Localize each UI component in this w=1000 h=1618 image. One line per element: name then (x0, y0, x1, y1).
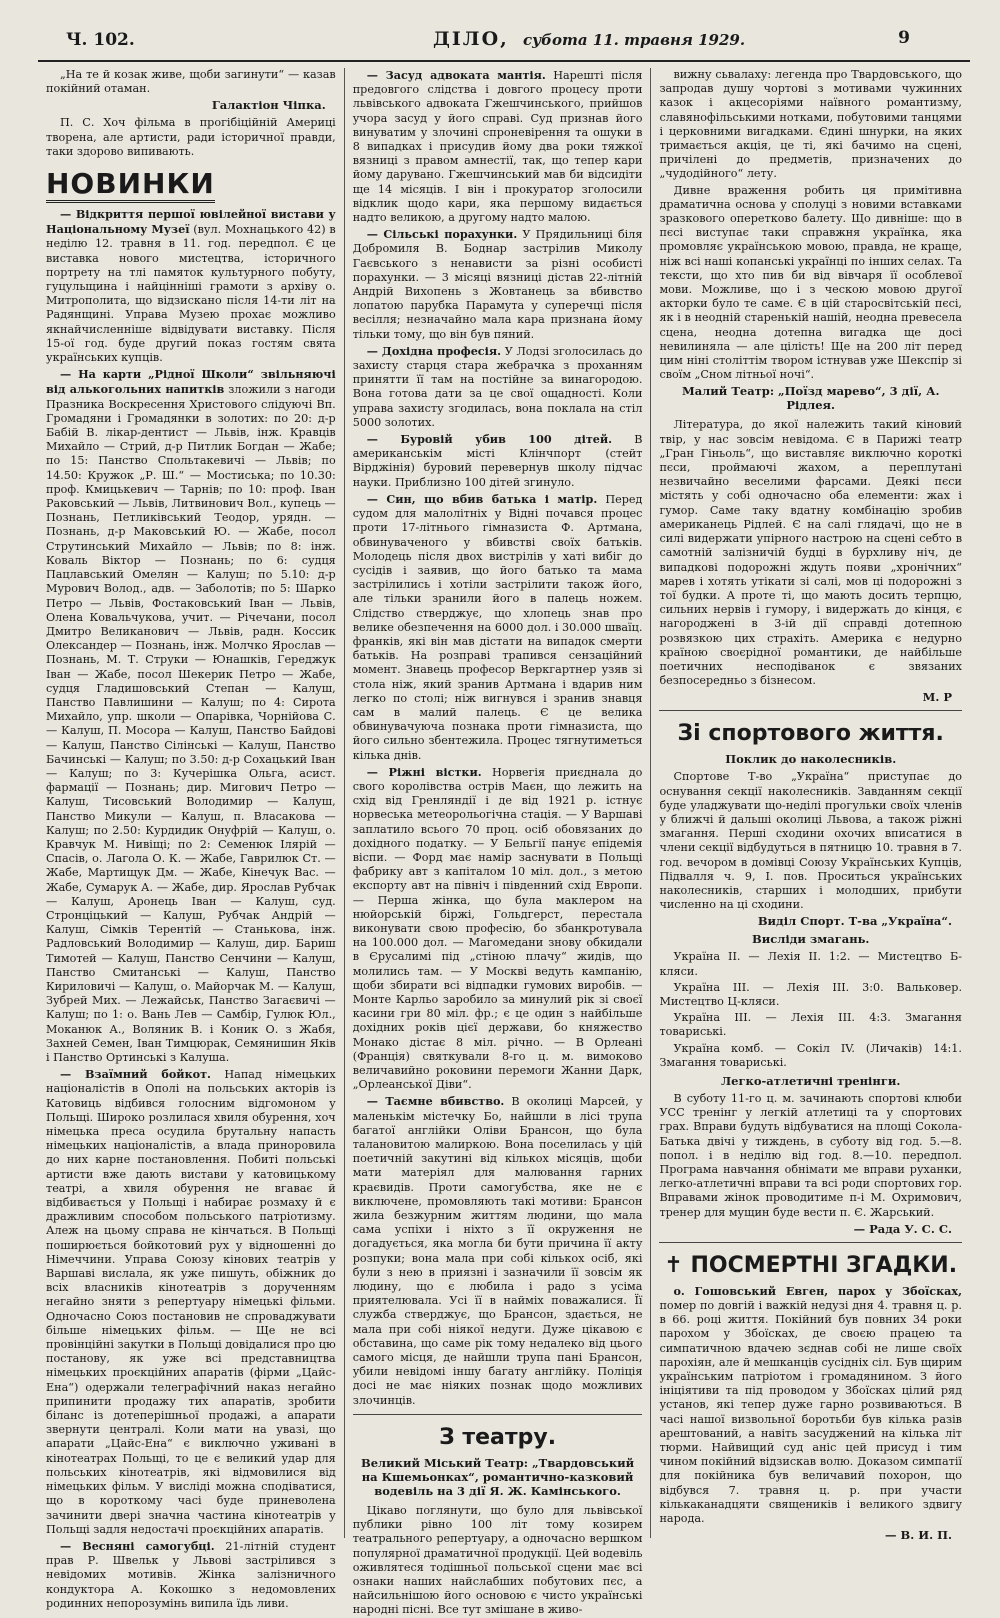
theatre-heading: З театру. (439, 1424, 557, 1450)
news-item (353, 227, 643, 342)
theatre-paragraph: Дивне враження робить ця примітивна драматична основа у сполуці з новими вставками зразкового оперетково балету. Що дивніше: що в пєсі виступає таки справжня українка, яка промовляє українською мовою, правда, не краще, ніж всі наші копанські українці по інших селах. Та тексти, що хто пив би від вівчаря її особлевої мови. Можливе, що і з ческою мовою другої акторки було те саме. Є в цій старосвітській пєсі, як і в неодній старенькій нашій, неодна превесела сцена, неодна дотепна вигадка ще досі невилиняла — але цілість! Ще на 200 літ перед цим ніні століттім твором істнував уже Шекспір зі своїм „Сном літньої ночі“. (659, 183, 962, 382)
obituary-text: помер по довгій і важкій недузі дня 4. травня ц. р. в 66. році життя. Покійний був повних 34 роки парохом у Збоїсках, де своєю працею та симпатичною вдачею зєднав собі не лише своїх парохіян, але й мешканців сусідніх сіл. Був щирим українським патріотом і громадянином. З його ініціятиви та під проводом у Збоїсках цілий ряд установ, які тепер дуже гарно розвиваються. В часі нашої визвольної боротьби був кілька разів арештований, а навіть засуджений на кілька літ тюрми. Найвищий суд аніс цей присуд і тим чином покійний відзискав волю. Доказом симпатії для покійника був величавий похорон, що відбувся 7. травня ц. р. при участи кількаканадцяти священиків і великого здвигу народа. (659, 1299, 962, 1526)
news-item-text: Напад німецьких націоналістів в Ополі на польських акторів із Катовиць відбився голосним відгомоном у Польщі. Широко розлилася хвиля обурення, хоч німецька преса осудила брутальну напасть німецьких націоналістів, а влада приноровила до них карне постановлення. Побиті польські артисти вже дають вистави у катовицькому театрі, а хвиля обурення не вгаває й відбивається у Польщі і набирає розмаху й є дражливим способом польського патріотизму. Алеж на цьому справа не кінчаться. В Польщі поширюється бойкотовий рух у відношенні до Німеччини. Управа Союзу кінових театрів у Варшаві вислала, як уже пишуть, обіжник до всіх власників кінотеатрів з дорученням негайно зняти з репертуару німецькі фільми. Одночасно Союз постановив не спроваджувати більше німецьких фільм. — Ще не всі провінційні закутки в Польщі довідалися про цю постанову, як уже всі представництва німецьких проєкційних апаратів (фірми „Цайс-Ена“) одержали телеграфічний наказ негайно припинити продажу тих апаратів, зробити біланс із дотеперішньої продажі, а апарати звернути централі. Коли мати на увазі, що апарати „Цайс-Ена“ є виключно уживані в кінотеатрах Польщі, то це є великий удар для польських кінотеатрів, які відмовилися від німецьких фільм. У висліді можна сподіватися, що в короткому часі буде приневолена зачинити двері значна частина кінотеатрів у Польщі задля недостачі проєкційних апаратів. (46, 1068, 336, 1536)
masthead (38, 28, 970, 62)
news-item (353, 492, 643, 763)
news-item (46, 1539, 336, 1611)
news-item (46, 367, 336, 1065)
obituary-heading-text: ПОСМЕРТНІ ЗГАДКИ. (690, 1252, 958, 1278)
theatre-paragraph: вижну сьвалаху: легенда про Твардовського, що запродав душу чортові з мотивами чужинних казок і акцесоріями наївного романтизму, славянофільськими нотками, побутовими танцями і церковними вигадками. Єдині шнурки, на яких тримається акція, це ті, які бачимо на сцені, причілені до предметів, призначених до „чудодійного“ лету. (659, 68, 962, 181)
news-item-text: Перед судом для малолітніх у Відні почався процес проти 17-літнього гімназиста Ф. Артмана, обвинуваченого у вбивстві своїх батьків. Молодець після двох вистрілів у хаті вибіг до сусідів і заявив, що його батько та мама застрілились і хотіли застрілити також його, але тільки зранили його в палець ножем. Слідство стверджує, що хлопець знав про велике обезпечення на 6000 дол. і 30.000 шваїц. франків, які він мав дістати на випадок смерти батьків. На розправі трапився сензаційний момент. Знавець професор Веркгартнер узяв зі стола ніж, який зранив Артмана і вдарив ним легко по столі; ніж вигнувся і зранив знавця сам в малий палець. Є це велика обвинувачуюча познака проти гімназиста, що його сильно збентежила. Процес тягнутиметься кілька днів. (352, 492, 643, 762)
sport-subheading: Поклик до наколесників. (725, 752, 897, 767)
news-item-text: У Лодзі зголосилась до захисту старця стара жебрачка з проханням принятти її там на постійне за винагородою. Вона готова дати за це свої ощадності. Коли управа захисту згодилась, вона поклала на стіл 5000 золотих. (352, 344, 643, 429)
news-item (353, 765, 643, 1093)
theatre2-signature: М. Р (922, 690, 952, 705)
obituary-heading (659, 1253, 962, 1278)
news-item-lead: — Ріжні вістки. (366, 764, 482, 779)
news-item (46, 1067, 336, 1537)
divider (353, 1414, 643, 1415)
theatre-paragraph: Цікаво поглянути, що було для львівської публики рівно 100 літ тому козирем театрального репертуару, а одночасно вершком популярної драматичної продукції. Цей водевіль оживлятеся тодішньої польської сцени має всі ознаки наших найслабших побутових пєс, а найсильнішою його основою є чисто українські народні пісні. Все тут змішане в живо- (352, 1503, 643, 1617)
news-item-lead: — Дохідна професія. (366, 343, 502, 358)
divider (659, 710, 962, 711)
column-2 (345, 68, 652, 1617)
column-3 (651, 68, 970, 1543)
obituary-lead: о. Гошовський Евген, парох у Збоїсках, (673, 1283, 962, 1298)
news-item (353, 68, 643, 225)
news-item-lead: — Сільські порахунки. (366, 227, 518, 242)
news-item (46, 207, 336, 365)
divider (659, 1242, 962, 1243)
result-line: Україна III. — Лехія III. 3:0. Вальковер. Мистецтво Ц-кляси. (659, 980, 962, 1008)
news-item (353, 344, 643, 430)
column-1 (38, 68, 345, 1610)
news-item-lead: — Весняні самогубці. (60, 1538, 215, 1553)
news-item-text: Норвегія приєднала до свого королівства острів Маєн, що лежить на схід від Гренляндії і де від 1921 р. істнує норвеська метеорольогічна стація. — У Варшаві заплатило всього 70 проц. осіб обовязаних до дохідного податку. — У Бельгії панує епідемія віспи. — Форд має намір заснувати в Польщі фабрику авт з капіталом 10 міл. дол., з метою експорту авт на північ і південний схід Европи. — Перша жінка, що була маклером на нюйорській біржі, Гольдгерст, перестала виконувати свою професію, бо збанкротувала на 100.000 дол. — Магомедани знову обкидали в Єрусалимі під „стіною плачу“ жидів, що молились там. — У Москві ведуть кампанію, щоби збирати всі відпадки гумових виробів. — Монте Карльо заробило за минулий рік зі своєї касини гри 80 міл. фр.; є це один з найбільше дохідних років цієї держави, бо княжество Монако дістає 8 міл. річно. — В Орлеані (Франція) святкували 8-го ц. м. вимоково величавийно роковини перемоги Жанни Дарк, „Орлеанської Діви“. (352, 765, 643, 1092)
obituary-signature: — В. И. П. (885, 1528, 952, 1543)
news-item-lead: — Таємне вбивство. (366, 1094, 505, 1109)
news-item-lead: — Син, що вбив батька і матір. (366, 491, 598, 506)
news-heading: НОВИНКИ (46, 167, 215, 203)
news-item-lead: — Відкриття першої ювілейної вистави у Національному Музеї (46, 207, 336, 237)
news-item-lead: — На карти „Рідної Школи“ звільняючі від алькогольних напитків (46, 367, 336, 397)
news-item-text: 21-літній студент прав Р. Швельк у Львові застрілився з невідомих мотивів. Жінка залізничного кондуктора А. Кокошко з недомовлених родинних непорозумінь випила їдь ливи. (46, 1539, 336, 1610)
issue-date: субота 11. травня 1929. (523, 31, 746, 49)
news-item-lead: — Засуд адвоката мантія. (366, 68, 546, 82)
cross-icon: ✝ (664, 1252, 683, 1278)
news-item-lead: — Взаїмний бойкот. (60, 1067, 211, 1082)
intro-paragraph: „На те й козак живе, щоби загинути“ — казав покійний отаман. (46, 68, 336, 96)
news-item (353, 1094, 643, 1407)
theatre-subheading: Великий Міський Театр: „Твардовський на Кшемьонках“, романтично-казковий водевіль на 3 дії Я. Ж. Камінського. (360, 1455, 635, 1498)
result-line: Україна II. — Лехія II. 1:2. — Мистецтво Б-кляси. (659, 950, 962, 978)
news-item (353, 432, 643, 490)
result-line: Україна комб. — Сокіл IV. (Личаків) 14:1. Змагання товариські. (659, 1041, 962, 1069)
news-item-text: У Прядильниці біля Добромиля В. Боднар застрілив Миколу Гаєвського з ненависти за різні особисті порахунки. — 3 місяці вязниці дістав 22-літній Андрій Вихопень з Жовтанець за вбивство лопатою парубка Парамута у суперечці після весілля; незначайно мала кара признана йому тільки тому, що він був пяний. (352, 228, 643, 341)
sport-paragraph: Спортове Т-во „Україна“ приступає до оснування секції наколесників. Завданням секції буде уладжувати що-неділі прогульки своїх членів у ближчі й дальші околиці Львова, а також ріжні змагання. Перші сходини охочих вписатися в члени секції відбудуться в пятницю 10. травня в 7. год. вечором в домівці Союзу Українських Купців, Підвалля ч. 9, І. пов. Проситься українських наколесників, старших і молодших, прибути численно на ці сходини. (659, 770, 962, 912)
athletics-heading: Легко-атлетичні тренінги. (721, 1073, 901, 1088)
sport-heading: Зі спортового життя. (677, 721, 944, 747)
news-item-text: В американськім місті Клінчпорт (стейт Вірджінія) буровий перевернув школу підчас науки. Приблизно 100 дітей згинуло. (352, 433, 643, 489)
sport-signature: Виділ Спорт. Т-ва „Україна“. (757, 914, 952, 929)
page-number: 9 (898, 28, 910, 48)
paper-title: ДІЛО, (433, 28, 509, 50)
athletics-paragraph: В суботу 11-го ц. м. зачинають спортові клюби УСС тренінг у легкій атлетиці та у спортових грах. Вправи будуть відбуватися на площі Сокола-Батька двічі у тиждень, в суботу від год. 5.—8. попол. і в неділю від год. 8.—10. передпол. Програма навчання обнімати ме вправи руханки, легко-атлетичні вправи та всі роди спортових гор. Вправами жінок проводитиме п-і М. Охримович, тренер для мущин буде вести п. Є. Жарський. (659, 1091, 962, 1219)
obituary-paragraph (659, 1284, 962, 1526)
news-item-text: Нарешті після предовгого слідства і довгого процесу проти львівського адвоката Гжешчинського, прийшов учора засуд у його справі. Суд признав його винуватим у злочині спроневірення та ошуки в 8 випадках і присудив йому два роки тяжкої вязниці з правом амнестії, так, що тепер кари йому дарувано. Гжешчинський мав би відсидіти ще 14 місяців. І він і прокуратор зголосили відклик щодо кари, яка першому видається надто великою, а другому надто малою. (352, 69, 643, 225)
issue-number: Ч. 102. (66, 30, 135, 50)
intro-paragraph: П. С. Хоч фільма в прогібіційній Америці творена, але артисти, ради історичної правди, таки здорово випивають. (46, 116, 336, 158)
intro-signature: Галактіон Чіпка. (211, 98, 326, 113)
theatre2-heading: Малий Театр: „Поїзд марево“, 3 дії, А. Рідлея. (681, 384, 940, 413)
news-item-lead: — Буровій убив 100 дітей. (366, 432, 613, 447)
results-heading: Висліди змагань. (752, 932, 870, 947)
athletics-signature: — Рада У. С. С. (853, 1221, 952, 1236)
result-line: Україна III. — Лехія III. 4:3. Змагання товариські. (659, 1011, 962, 1039)
news-item-text: (вул. Мохнацького 42) в неділю 12. травня в 11. год. передпол. Є це виставка нового мистецтва, історичного портрету на тлі памяток культурного побуту, гуцульщина і найцінніші грамоти з архіву о. Митрополита, що відзискано після 14-ти літ на Радянщині. Управа Музею прохає можливо якнайчисленніше відвідувати виставку. Після 15-ої год. буде другий показ гостям свята українських купців. (46, 223, 336, 365)
theatre2-paragraph: Література, до якої належить такий кіновий твір, у нас зовсім невідома. Є в Парижі театр „Гран Гіньоль“, що виставляє виключно короткі пєси, проймаючі жахом, а переплутані незвичайно веселими фарсами. Деякі пєси містять у собі одночасно оба елементи: жах і гумор. Саме таку вдатну комбінацію зробив американець Рідлей. Є на салі глядачі, що не в силі видержати упірного настрою на сцені себто в самотній залізничій будці в бурхливу ніч, де випадкові подорожні ждуть появи „хронічних“ марев і хотять утікати зі салі, мов ці подорожні з тої будки. А проте ті, що мають досить терпцю, сильних нервів і гумору, і видержать до кінця, є нагороджені в 3-ій дії справді дотепною розвязкою цих страхіть. Америка є недурно країною своєрідної романтики, де найбільше поетичних несподіванок є звязаних безпосередньо з бізнесом. (659, 418, 962, 688)
news-item-text: В околиці Марсей, у маленькім містечку Бо, найшли в лісі трупа багатої англійки Оліви Брансон, що була талановитою малиркою. Вона поселилась у цій поетичній закутині від кількох місяців, щоби мати матеріял для малювання гарних краєвидів. Проти самогубства, яке не є виключене, промовляють такі мотиви: Брансон жила безжурним життям людини, що мала сама успіхи і ніхто з її окруження не догадується, яка могла би бути причина її акту розпуки; вона мала при собі кількох осіб, які були з нею в приязні і зазначили її зовсім як людину, що є любила і радо з усіма приятелювала. Усі її в найміх поважалися. Її служба стверджує, що Брансон, здається, не мала при собі ніякої недуги. Дуже цікавою є обставина, що саме рік тому недалеко від цього самого місця, де найшли трупа пані Брансон, убили невідомі іншу багату англійку. Поліція досі не має ніяких познак щодо можливих злочинців. (352, 1095, 643, 1407)
news-item-text: зложили з нагоди Празника Воскресення Христового слідуючі Вп. Громадяни і Громадянки в золотих: по 20: д-р Бабій В. лікар-дентист — Львів, інж. Кравців Михайло — Стрий, д-р Питлик Богдан — Жабе; по 15: Панство Спольтакевичі — Львів; по 14.50: Кружок „Р. Ш.“ — Мостиська; по 10.30: проф. Кмицькевич — Тарнів; по 10: проф. Іван Раковський — Львів, Литвинович Вол., купець — Познань, Петликівський Теодор, урядн. — Познань, д-р Маковський Ю. — Жабе, посол Струтинський Михайло — Львів; по 8: інж. Коваль Віктор — Познань; по 6: судця Пацлавський Омелян — Калуш; по 5.10: д-р Мурович Волод., адв. — Заболотів; по 5: Шарко Петро — Львів, Фостаковський Іван — Львів, Олена Ковальчукова, учит. — Річечани, посол Дмитро Великанович — Львів, радн. Коссик Олександер — Познань, інж. Молчко Ярослав — Познань, М. Т. Струки — Юнашків, Гереджук Іван — Жабе, посол Шекерик Петро — Жабе, судця Гладишовський Степан — Калуш, Панство Павлишини — Калуш; по 4: Сирота Михайло, упр. школи — Опарівка, Чорнійова С. — Калуш, П. Мосора — Калуш, Панство Байдові — Калуш, Панство Сілінські — Калуш, Панство Бачинські — Калуш; по 3.50: д-р Сохацький Іван — Калуш; по 3: Кучерішка Ольга, асист. фармації — Познань; дир. Мигович Петро — Калуш, Тисовський Володимир — Калуш, Панство Микули — Калуш, п. Власакова — Калуш; по 2.50: Курдидик Онуфрій — Калуш, о. Кравчук М. Нивіщі; по 2: Семенюк Ілярій — Спасів, о. Лагола О. К. — Жабе, Гаврилюк Ст. — Жабе, Мартищук Дм. — Жабе, Кінечук Вас. — Жабе, Сумарук А. — Жабе, дир. Ярослав Рубчак — Калуш, Аронець Іван — Калуш, суд. Стронціцький — Калуш, Рубчак Андрій — Калуш, Сімків Терентій — Станькова, інж. Радловський Володимир — Калуш, дир. Бариш Тимотей — Калуш, Панство Сенчини — Калуш, Панство Смитанські — Калуш, Панство Кириловичі — Калуш, о. Майорчак М. — Калуш, Зубрей Мих. — Лежайськ, Панство Загаєвичі — Калуш; по 1: о. Вань Лев — Самбір, Гулюк Юл., Моканюк А., Воляник В. і Коник О. з Жабя, Захней Семен, Іван Тимцюрак, Семянишин Яків і Панство Ортинські з Калуша. (46, 383, 336, 1064)
